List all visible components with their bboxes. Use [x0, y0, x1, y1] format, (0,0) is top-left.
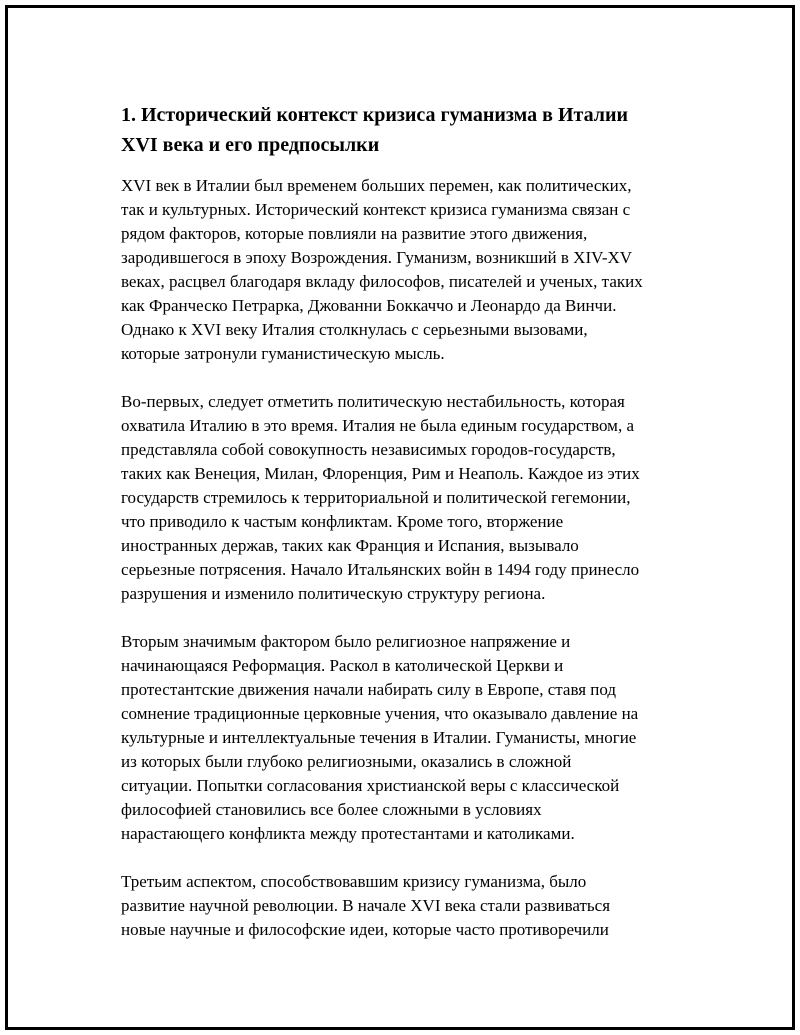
- text-line: как Франческо Петрарка, Джованни Боккаччо и Леонардо да Винчи.: [121, 296, 617, 315]
- paragraph-1: [121, 174, 681, 366]
- text-line: серьезные потрясения. Начало Итальянских войн в 1494 году принесло: [121, 560, 640, 579]
- text-line: рядом факторов, которые повлияли на развитие этого движения,: [121, 224, 588, 243]
- title-line: XVI века и его предпосылки: [121, 134, 380, 156]
- text-line: сомнение традиционные церковные учения, что оказывало давление на: [121, 704, 639, 723]
- text-line: разрушения и изменило политическую структуру региона.: [121, 584, 546, 603]
- paragraph-2: [121, 390, 681, 606]
- text-line: представляла собой совокупность независимых городов-государств,: [121, 440, 616, 459]
- text-line: зародившегося в эпоху Возрождения. Гуманизм, возникший в XIV-XV: [121, 248, 633, 267]
- paragraph-4: [121, 870, 681, 942]
- text-line: новые научные и философские идеи, которые часто противоречили: [121, 920, 609, 939]
- text-line: охватила Италию в это время. Италия не была единым государством, а: [121, 416, 634, 435]
- text-line: государств стремилось к территориальной и политической гегемонии,: [121, 488, 631, 507]
- text-line: XVI век в Италии был временем больших перемен, как политических,: [121, 176, 632, 195]
- text-line: которые затронули гуманистическую мысль.: [121, 344, 445, 363]
- text-line: ситуации. Попытки согласования христианской веры с классической: [121, 776, 620, 795]
- text-line: таких как Венеция, Милан, Флоренция, Рим и Неаполь. Каждое из этих: [121, 464, 640, 483]
- title-line: 1. Исторический контекст кризиса гуманизма в Италии: [121, 104, 629, 126]
- section-title: [121, 100, 681, 160]
- text-line: протестантские движения начали набирать силу в Европе, ставя под: [121, 680, 617, 699]
- text-line: веках, расцвел благодаря вкладу философов, писателей и ученых, таких: [121, 272, 643, 291]
- text-line: так и культурных. Исторический контекст кризиса гуманизма связан с: [121, 200, 631, 219]
- text-line: из которых были глубоко религиозными, оказались в сложной: [121, 752, 572, 771]
- text-line: нарастающего конфликта между протестантами и католиками.: [121, 824, 575, 843]
- text-line: начинающаяся Реформация. Раскол в католической Церкви и: [121, 656, 564, 675]
- document-body: [121, 100, 681, 966]
- text-line: развитие научной революции. В начале XVI века стали развиваться: [121, 896, 611, 915]
- paragraph-3: [121, 630, 681, 846]
- text-line: Однако к XVI веку Италия столкнулась с серьезными вызовами,: [121, 320, 588, 339]
- text-line: культурные и интеллектуальные течения в Италии. Гуманисты, многие: [121, 728, 637, 747]
- page-frame: [5, 5, 795, 1030]
- text-line: иностранных держав, таких как Франция и Испания, вызывало: [121, 536, 579, 555]
- text-line: Третьим аспектом, способствовавшим кризису гуманизма, было: [121, 872, 587, 891]
- text-line: Вторым значимым фактором было религиозное напряжение и: [121, 632, 571, 651]
- text-line: Во-первых, следует отметить политическую нестабильность, которая: [121, 392, 625, 411]
- text-line: философией становились все более сложными в условиях: [121, 800, 542, 819]
- text-line: что приводило к частым конфликтам. Кроме того, вторжение: [121, 512, 564, 531]
